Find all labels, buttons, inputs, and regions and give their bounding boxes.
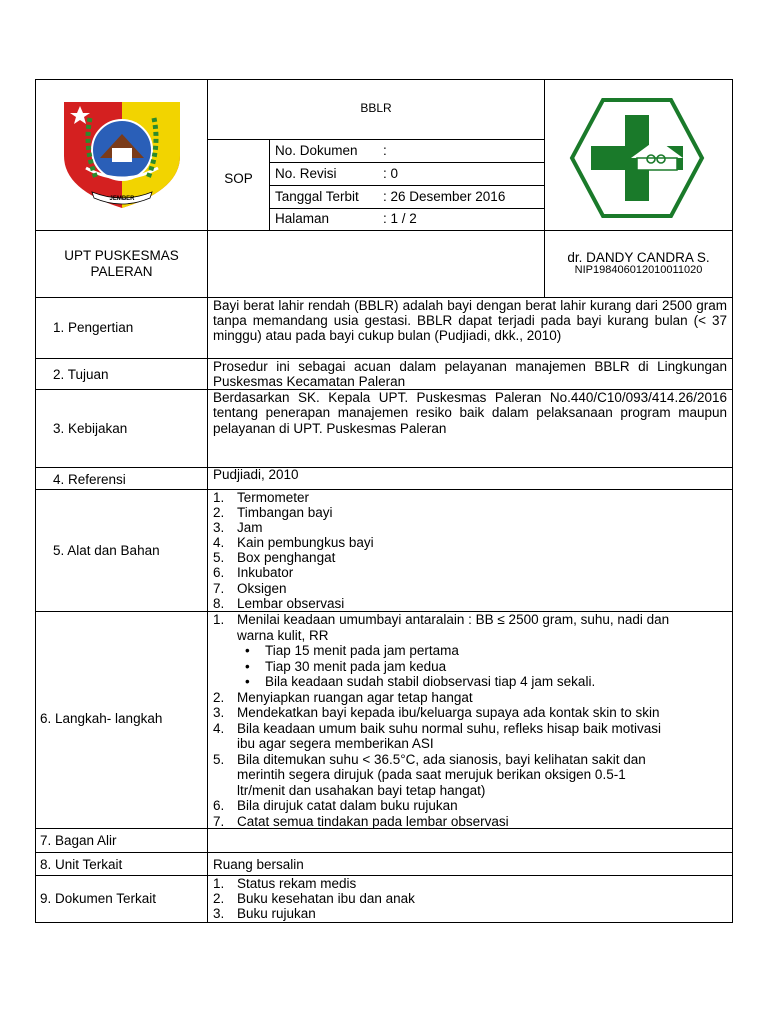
- list-item: • Bila keadaan sudah stabil diobservasi tiap 4 jam sekali.: [245, 674, 596, 689]
- meta-value-tanggal: : 26 Desember 2016: [383, 189, 506, 204]
- meta-label-dokumen: No. Dokumen: [275, 143, 358, 158]
- list-item: 3. Jam: [213, 520, 263, 536]
- list-item: merintih segera dirujuk (pada saat merujuk berikan oksigen 0.5-1: [237, 767, 626, 782]
- list-item: • Tiap 15 menit pada jam pertama: [245, 643, 459, 658]
- list-item: 7. Oksigen: [213, 580, 287, 596]
- list-item: 6. Bila dirujuk catat dalam buku rujukan: [213, 798, 458, 813]
- meta-value-dokumen: :: [383, 143, 387, 158]
- list-item: ltr/menit dan usahakan bayi tetap hangat): [237, 782, 486, 798]
- label-tujuan: 2. Tujuan: [53, 367, 109, 382]
- list-item: 7. Catat semua tindakan pada lembar observasi: [213, 813, 509, 829]
- meta-label-halaman: Halaman: [275, 211, 330, 226]
- signer-name: dr. DANDY CANDRA S.: [567, 250, 710, 265]
- list-item: warna kulit, RR: [237, 627, 329, 643]
- meta-label-revisi: No. Revisi: [275, 166, 337, 181]
- list-item: 1. Menilai keadaan umumbayi antaralain : BB ≤ 2500 gram, suhu, nadi dan: [213, 612, 670, 627]
- org-name-line2: PALERAN: [90, 264, 153, 279]
- label-referensi: 4. Referensi: [53, 472, 126, 487]
- pengertian-text: Bayi berat lahir rendah (BBLR) adalah bayi dengan berat lahir kurang dari 2500 gram tanpa memandang usia gestasi. BBLR dapat terjadi pada bayi kurang bulan (< 37 minggu) atau pada bayi cukup bulan (Pudjiadi, dkk., 2010): [213, 298, 727, 343]
- list-item: 4. Bila keadaan umum baik suhu normal suhu, refleks hisap baik motivasi: [213, 720, 661, 736]
- list-item: 2. Menyiapkan ruangan agar tetap hangat: [213, 689, 473, 705]
- kebijakan-text: Berdasarkan SK. Kepala UPT. Puskesmas Paleran No.440/C10/093/414.26/2016 tentang penerapan manajemen resiko baik dalam pelaksanaan program maupun pelayanan di UPT. Puskesmas Paleran: [213, 390, 727, 436]
- jember-crest-logo: [60, 98, 184, 210]
- meta-value-revisi: : 0: [383, 166, 399, 181]
- list-item: 5. Bila ditemukan suhu < 36.5°C, ada sianosis, bayi kelihatan sakit dan: [213, 751, 646, 767]
- list-item: ibu agar segera memberikan ASI: [237, 736, 434, 751]
- list-item: 4. Kain pembungkus bayi: [213, 535, 374, 551]
- label-unit: 8. Unit Terkait: [40, 857, 123, 872]
- tujuan-text: Prosedur ini sebagai acuan dalam pelayanan manajemen BBLR di Lingkungan Puskesmas Kecamatan Paleran: [213, 359, 727, 389]
- label-pengertian: 1. Pengertian: [53, 320, 134, 335]
- referensi-text: Pudjiadi, 2010: [213, 467, 299, 482]
- label-alat: 5. Alat dan Bahan: [53, 543, 160, 558]
- signer-nip: NIP198406012010011020: [574, 264, 703, 276]
- langkah-list: [213, 612, 669, 829]
- label-dokumen: 9. Dokumen Terkait: [40, 891, 157, 906]
- sop-label: SOP: [224, 171, 253, 186]
- dokumen-list: [213, 876, 415, 921]
- org-name-line1: UPT PUSKESMAS: [64, 248, 179, 263]
- meta-label-tanggal: Tanggal Terbit: [275, 189, 359, 204]
- label-kebijakan: 3. Kebijakan: [53, 421, 128, 436]
- list-item: 3. Mendekatkan bayi kepada ibu/keluarga supaya ada kontak skin to skin: [213, 705, 660, 720]
- list-item: • Tiap 30 menit pada jam kedua: [245, 658, 447, 674]
- list-item: 5. Box penghangat: [213, 550, 336, 566]
- meta-value-halaman: : 1 / 2: [383, 211, 417, 226]
- list-item: 1. Status rekam medis: [213, 876, 357, 891]
- unit-text: Ruang bersalin: [213, 857, 304, 872]
- alat-list: [213, 490, 374, 611]
- blank-cell: [207, 230, 545, 298]
- label-bagan: 7. Bagan Alir: [40, 833, 117, 848]
- document-title: BBLR: [360, 101, 392, 115]
- label-langkah: 6. Langkah- langkah: [40, 711, 163, 726]
- puskesmas-logo: [569, 97, 705, 219]
- list-item: 2. Timbangan bayi: [213, 505, 333, 521]
- list-item: 8. Lembar observasi: [213, 595, 345, 611]
- list-item: 3. Buku rujukan: [213, 906, 316, 922]
- list-item: 2. Buku kesehatan ibu dan anak: [213, 891, 415, 907]
- row-content-box: [207, 828, 733, 853]
- logo-banner-text: JEMBER: [109, 196, 135, 202]
- list-item: 6. Inkubator: [213, 565, 294, 581]
- list-item: 1. Termometer: [213, 490, 310, 505]
